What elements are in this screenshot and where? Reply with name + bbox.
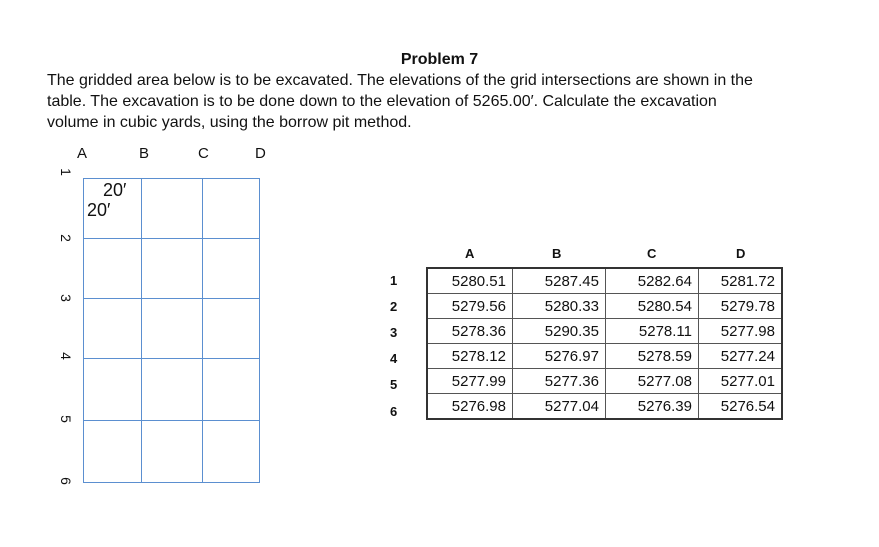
elevation-table	[426, 267, 783, 420]
elevation-cell: 5277.01	[699, 369, 783, 394]
grid-row-label-5: 5	[57, 415, 74, 423]
elevation-cell: 5277.36	[513, 369, 606, 394]
table-row-label-3: 3	[390, 325, 398, 340]
grid-cell	[142, 421, 203, 483]
table-row-label-5: 5	[390, 377, 398, 392]
statement-line: table. The excavation is to be done down to the elevation of 5265.00′. Calculate the excavation	[47, 93, 717, 110]
elevation-cell: 5276.39	[606, 394, 699, 420]
grid-cell	[203, 239, 260, 299]
grid-row-label-4: 4	[57, 352, 74, 360]
elevation-cell: 5278.12	[427, 344, 513, 369]
grid-cell	[203, 421, 260, 483]
table-column-header-b: B	[552, 246, 562, 261]
table-row	[427, 319, 782, 344]
table-column-header-d: D	[736, 246, 746, 261]
problem-title: Problem 7	[400, 51, 479, 68]
elevation-cell: 5278.11	[606, 319, 699, 344]
grid-column-label-b: B	[139, 145, 150, 162]
table-row	[427, 268, 782, 294]
grid-column-label-a: A	[77, 145, 88, 162]
statement-line: The gridded area below is to be excavated. The elevations of the grid intersections are shown in the	[47, 72, 753, 89]
statement-line: volume in cubic yards, using the borrow pit method.	[47, 114, 412, 131]
elevation-cell: 5277.04	[513, 394, 606, 420]
grid-cell	[142, 239, 203, 299]
elevation-cell: 5277.99	[427, 369, 513, 394]
grid-spacing-y: 20′	[87, 200, 111, 220]
grid-row-label-3: 3	[57, 294, 74, 302]
grid-cell	[84, 421, 142, 483]
grid-cell	[84, 359, 142, 421]
grid-column-label-d: D	[255, 145, 266, 162]
table-row	[427, 344, 782, 369]
elevation-cell: 5278.59	[606, 344, 699, 369]
table-row-label-4: 4	[390, 351, 398, 366]
elevation-cell: 5277.08	[606, 369, 699, 394]
table-column-header-c: C	[647, 246, 657, 261]
grid-row-label-1: 1	[57, 168, 74, 176]
grid-cell	[84, 239, 142, 299]
elevation-cell: 5276.98	[427, 394, 513, 420]
elevation-cell: 5282.64	[606, 268, 699, 294]
problem-statement	[47, 70, 857, 133]
grid-cell	[142, 179, 203, 239]
grid-cell	[142, 299, 203, 359]
grid-cell	[142, 359, 203, 421]
table-row-label-2: 2	[390, 299, 398, 314]
elevation-cell: 5290.35	[513, 319, 606, 344]
table-row-label-1: 1	[390, 273, 398, 288]
elevation-cell: 5279.78	[699, 294, 783, 319]
excavation-grid	[83, 178, 260, 483]
elevation-cell: 5277.24	[699, 344, 783, 369]
table-column-header-a: A	[465, 246, 475, 261]
grid-row-label-6: 6	[57, 477, 74, 485]
elevation-cell: 5279.56	[427, 294, 513, 319]
elevation-cell: 5278.36	[427, 319, 513, 344]
elevation-cell: 5280.51	[427, 268, 513, 294]
table-row	[427, 294, 782, 319]
elevation-cell: 5280.33	[513, 294, 606, 319]
grid-cell	[84, 299, 142, 359]
grid-row-label-2: 2	[57, 234, 74, 242]
elevation-cell: 5277.98	[699, 319, 783, 344]
table-row	[427, 369, 782, 394]
elevation-cell: 5276.54	[699, 394, 783, 420]
table-row-label-6: 6	[390, 404, 398, 419]
elevation-cell: 5287.45	[513, 268, 606, 294]
grid-cell	[203, 179, 260, 239]
grid-cell	[203, 359, 260, 421]
elevation-cell: 5276.97	[513, 344, 606, 369]
grid-column-label-c: C	[198, 145, 209, 162]
elevation-cell: 5280.54	[606, 294, 699, 319]
grid-cell	[203, 299, 260, 359]
table-row	[427, 394, 782, 420]
grid-spacing-x: 20′	[103, 180, 127, 200]
elevation-cell: 5281.72	[699, 268, 783, 294]
